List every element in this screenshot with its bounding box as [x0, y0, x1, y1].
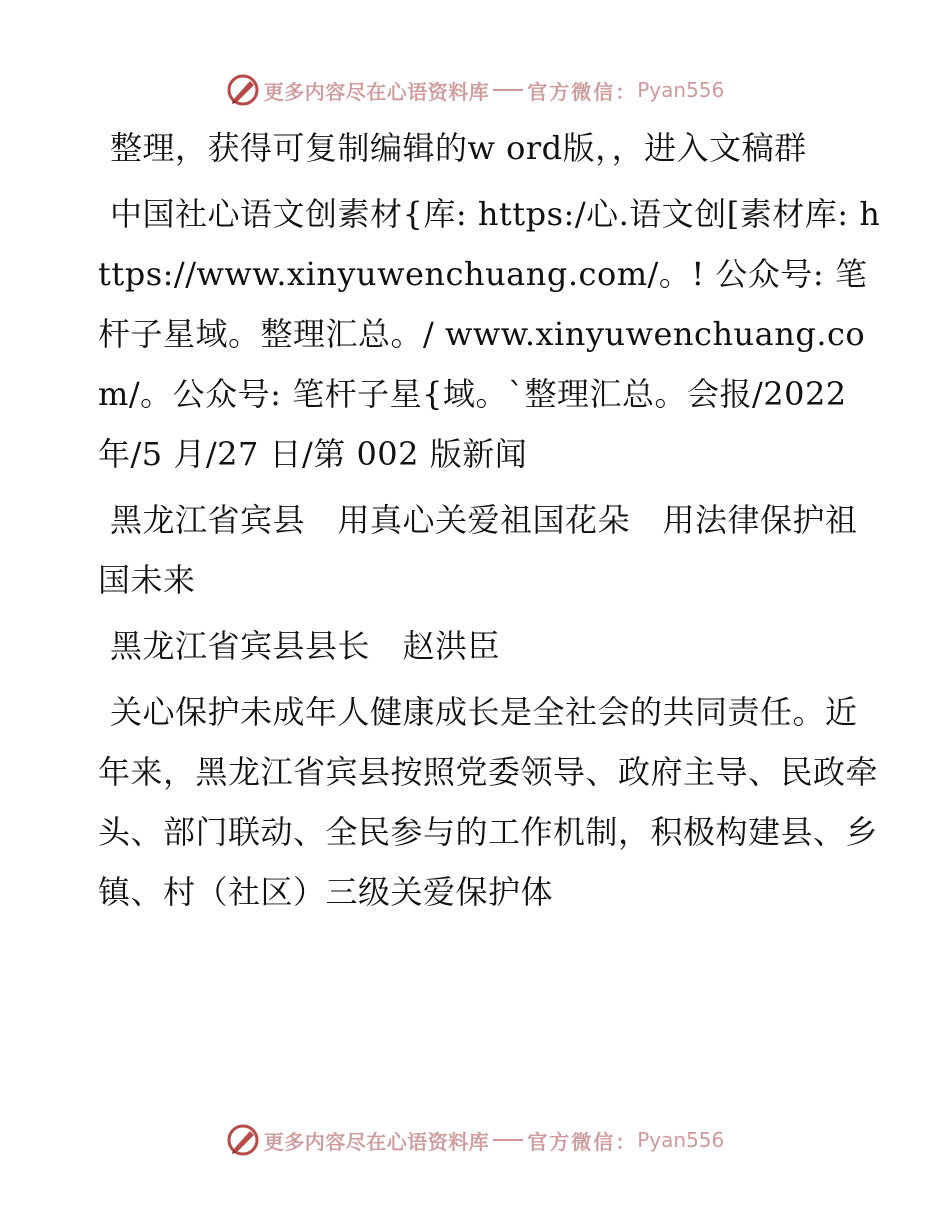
banner-wechat-id: Pyan556: [637, 1128, 725, 1152]
banner-sub-text: 官方微信：: [527, 1129, 638, 1154]
paragraph-body: 关心保护未成年人健康成长是全社会的共同责任。近年来，黑龙江省宾县按照党委领导、政府主导、民政牵头、部门联动、全民参与的工作机制，积极构建县、乡镇、村（社区）三级关爱保护体: [98, 693, 879, 911]
banner-dash: [493, 89, 523, 91]
paragraph-intro: 整理，获得可复制编辑的w ord版，，进入文稿群: [110, 129, 807, 167]
article-title: 黑龙江省宾县 用真心关爱祖国花朵 用法律保护祖国未来: [98, 501, 858, 599]
document-body: [98, 118, 888, 928]
banner-dash: [493, 1139, 523, 1141]
paragraph-source: 中国社心语文创素材{库: https:/心.语文创[素材库: https://www.xinyuwenchuang.com/。! 公众号: 笔杆子星域。整理汇总。/ www.xinyuwenchuang.com/。公众号: 笔杆子星{域。`整理汇总。会报/2022 年/5 月/27 日/第 002 版新闻: [98, 195, 881, 473]
article-author: 黑龙江省宾县县长 赵洪臣: [110, 627, 501, 665]
banner-wechat-id: Pyan556: [637, 78, 725, 102]
banner-main-text: 更多内容尽在心语资料库: [263, 79, 490, 104]
header-banner: [0, 70, 950, 110]
footer-banner: [0, 1120, 950, 1160]
banner-main-text: 更多内容尽在心语资料库: [263, 1129, 490, 1154]
pen-logo-icon: [226, 1123, 260, 1157]
pen-logo-icon: [226, 73, 260, 107]
banner-sub-text: 官方微信：: [527, 79, 638, 104]
